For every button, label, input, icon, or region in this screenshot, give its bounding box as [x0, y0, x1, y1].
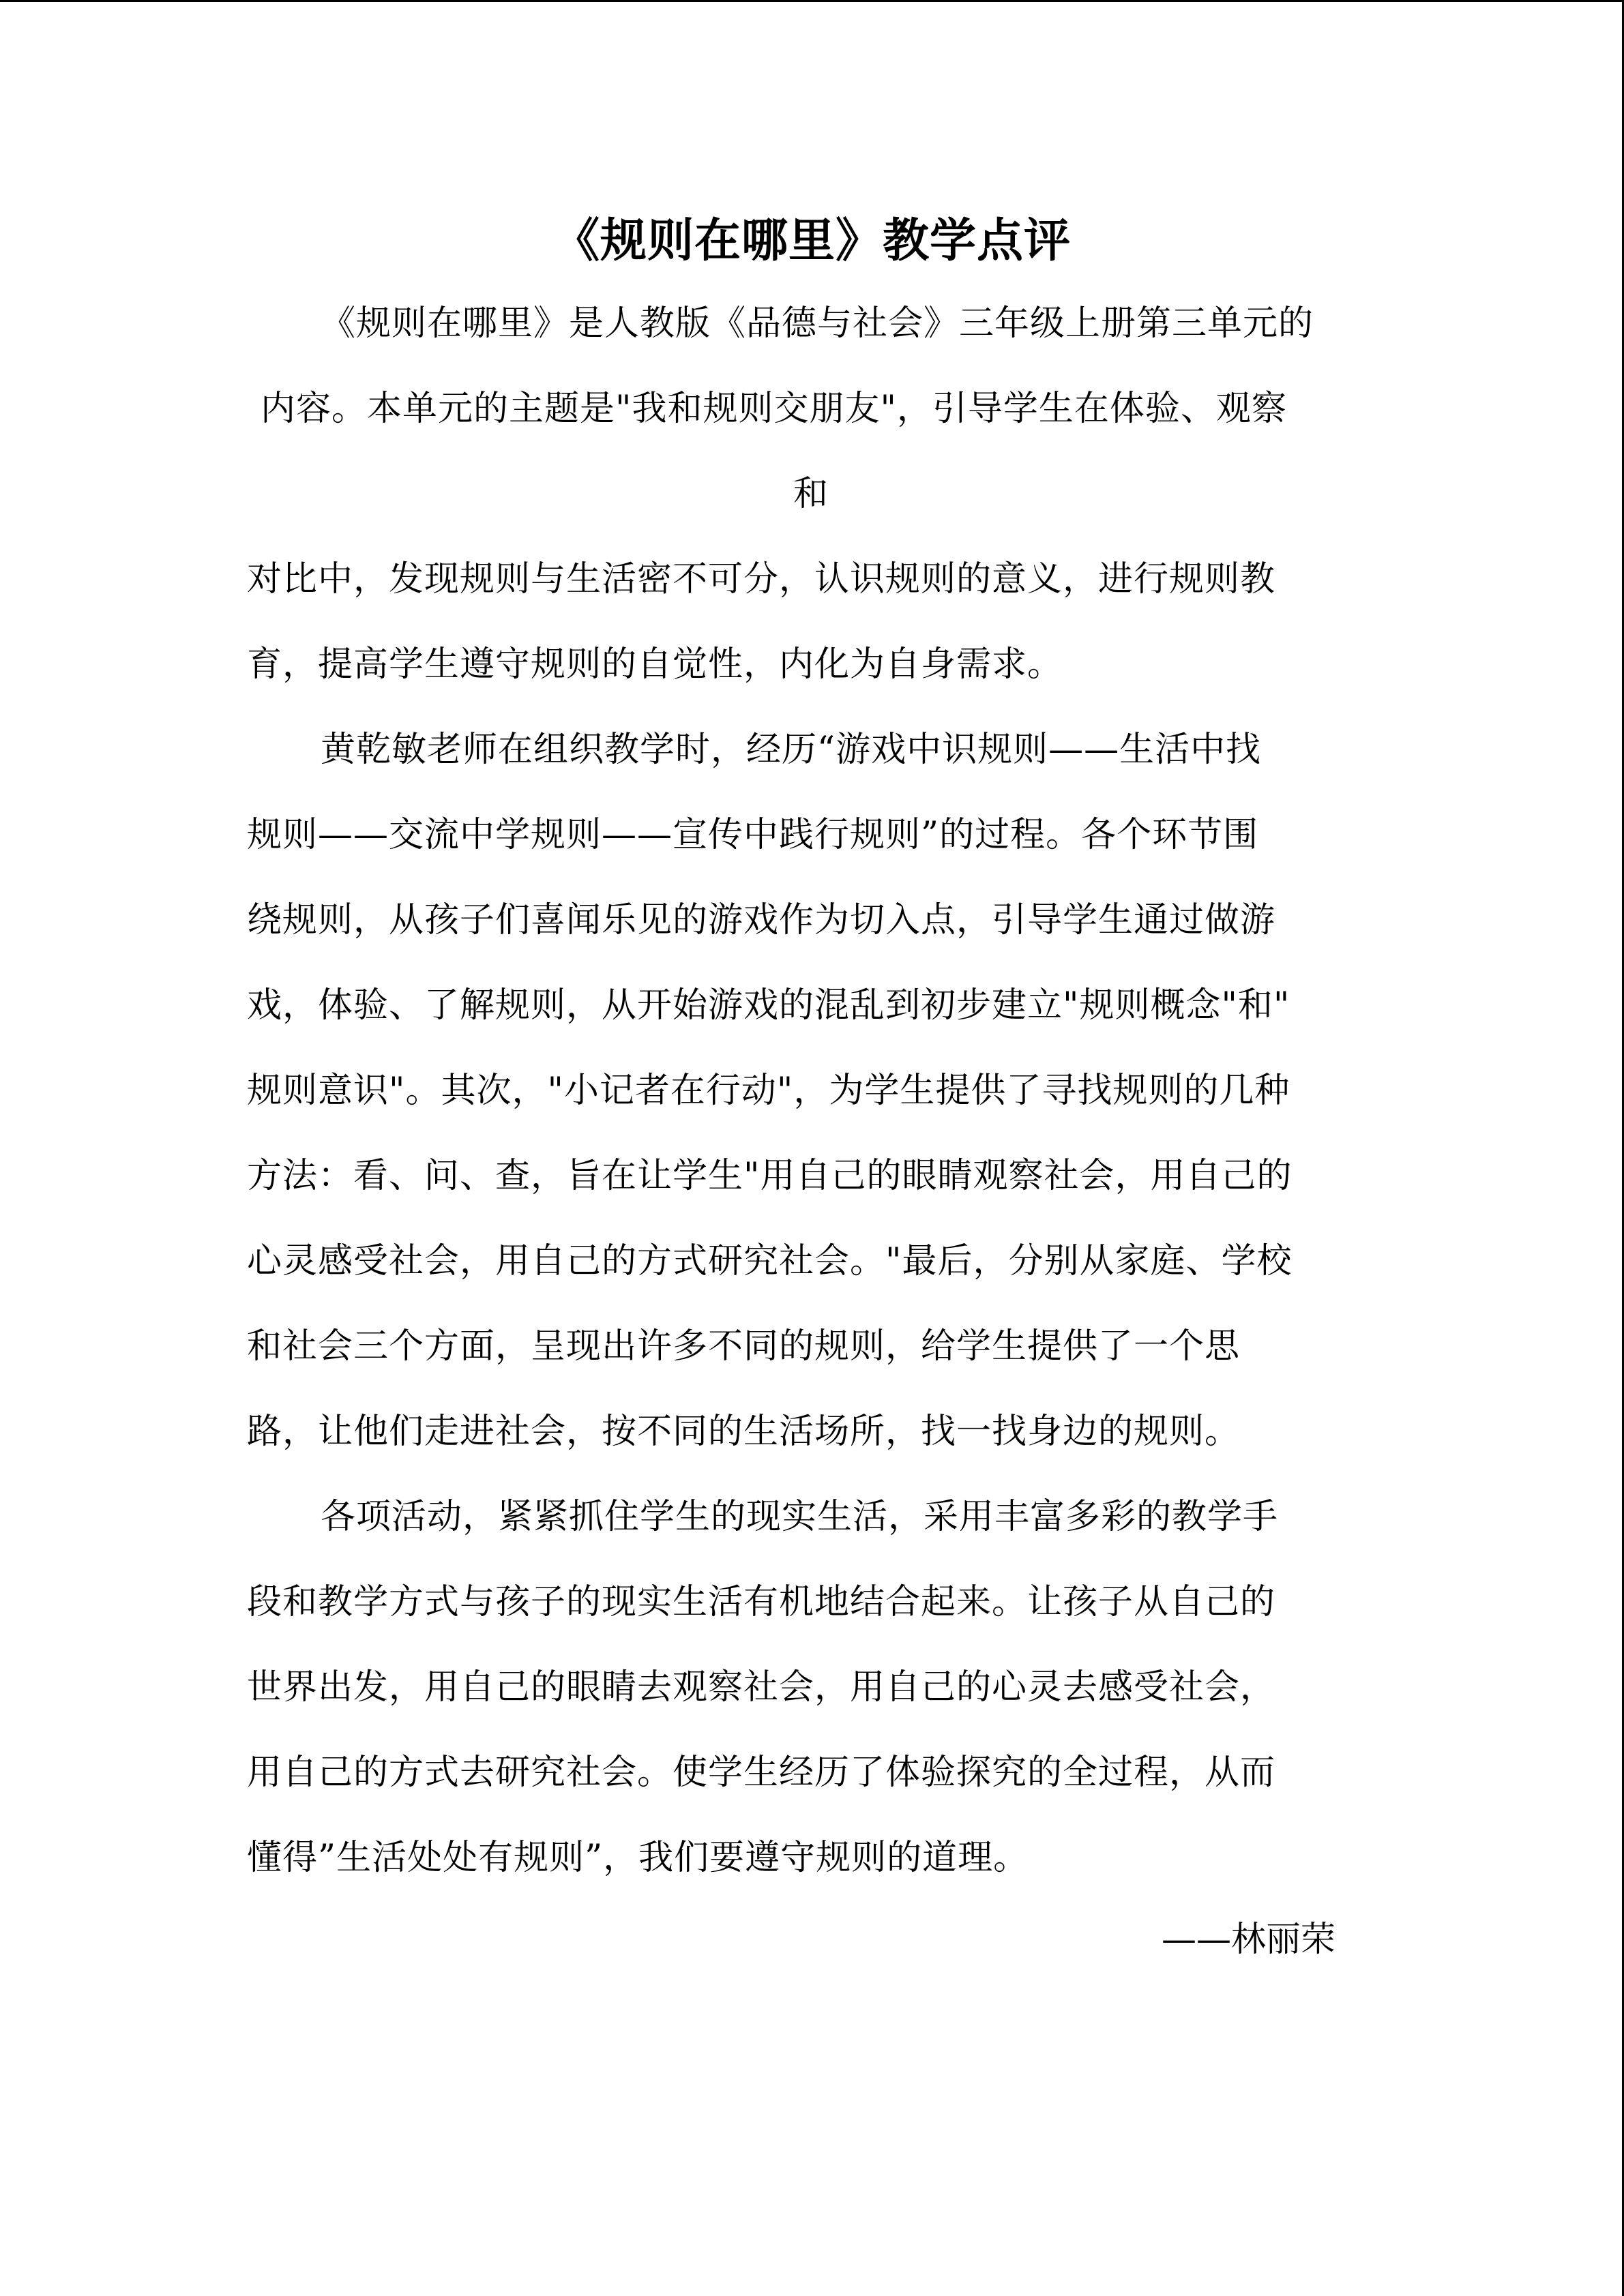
- text-line: 心灵感受社会，用自己的方式研究社会。"最后，分别从家庭、学校: [247, 1241, 1293, 1281]
- text-line: 路，让他们走进社会，按不同的生活场所，找一找身边的规则。: [247, 1412, 1241, 1452]
- text-line: 段和教学方式与孩子的现实生活有机地结合起来。让孩子从自己的: [247, 1582, 1276, 1622]
- page-title: 《规则在哪里》教学点评: [552, 213, 1071, 268]
- text-line: 和: [793, 474, 829, 514]
- text-line: 对比中，发现规则与生活密不可分，认识规则的意义，进行规则教: [247, 559, 1276, 599]
- text-line: 黄乾敏老师在组织教学时，经历“游戏中识规则——生活中找: [321, 730, 1262, 770]
- text-line: 育，提高学生遵守规则的自觉性，内化为自身需求。: [247, 644, 1063, 685]
- author-signature: ——林丽荣: [1161, 1920, 1335, 1960]
- text-line: 规则意识"。其次，"小记者在行动"，为学生提供了寻找规则的几种: [247, 1071, 1290, 1111]
- text-line: 各项活动，紧紧抓住学生的现实生活，采用丰富多彩的教学手: [321, 1497, 1279, 1537]
- text-line: 规则——交流中学规则——宣传中践行规则”的过程。各个环节围: [247, 815, 1259, 855]
- text-line: 方法：看、问、查，旨在让学生"用自己的眼睛观察社会，用自己的: [247, 1156, 1293, 1196]
- text-line: 和社会三个方面，呈现出许多不同的规则，给学生提供了一个思: [247, 1326, 1241, 1367]
- text-line: 懂得”生活处处有规则”，我们要遵守规则的道理。: [247, 1838, 1029, 1878]
- text-line: 绕规则，从孩子们喜闻乐见的游戏作为切入点，引导学生通过做游: [247, 900, 1276, 940]
- text-line: 戏，体验、了解规则，从开始游戏的混乱到初步建立"规则概念"和": [247, 985, 1290, 1026]
- text-line: 用自己的方式去研究社会。使学生经历了体验探究的全过程，从而: [247, 1753, 1276, 1793]
- text-line: 内容。本单元的主题是"我和规则交朋友"，引导学生在体验、观察: [261, 389, 1287, 429]
- top-border: [0, 0, 1624, 2]
- text-line: 《规则在哪里》是人教版《品德与社会》三年级上册第三单元的: [321, 303, 1314, 344]
- text-line: 世界出发，用自己的眼睛去观察社会，用自己的心灵去感受社会，: [247, 1667, 1276, 1708]
